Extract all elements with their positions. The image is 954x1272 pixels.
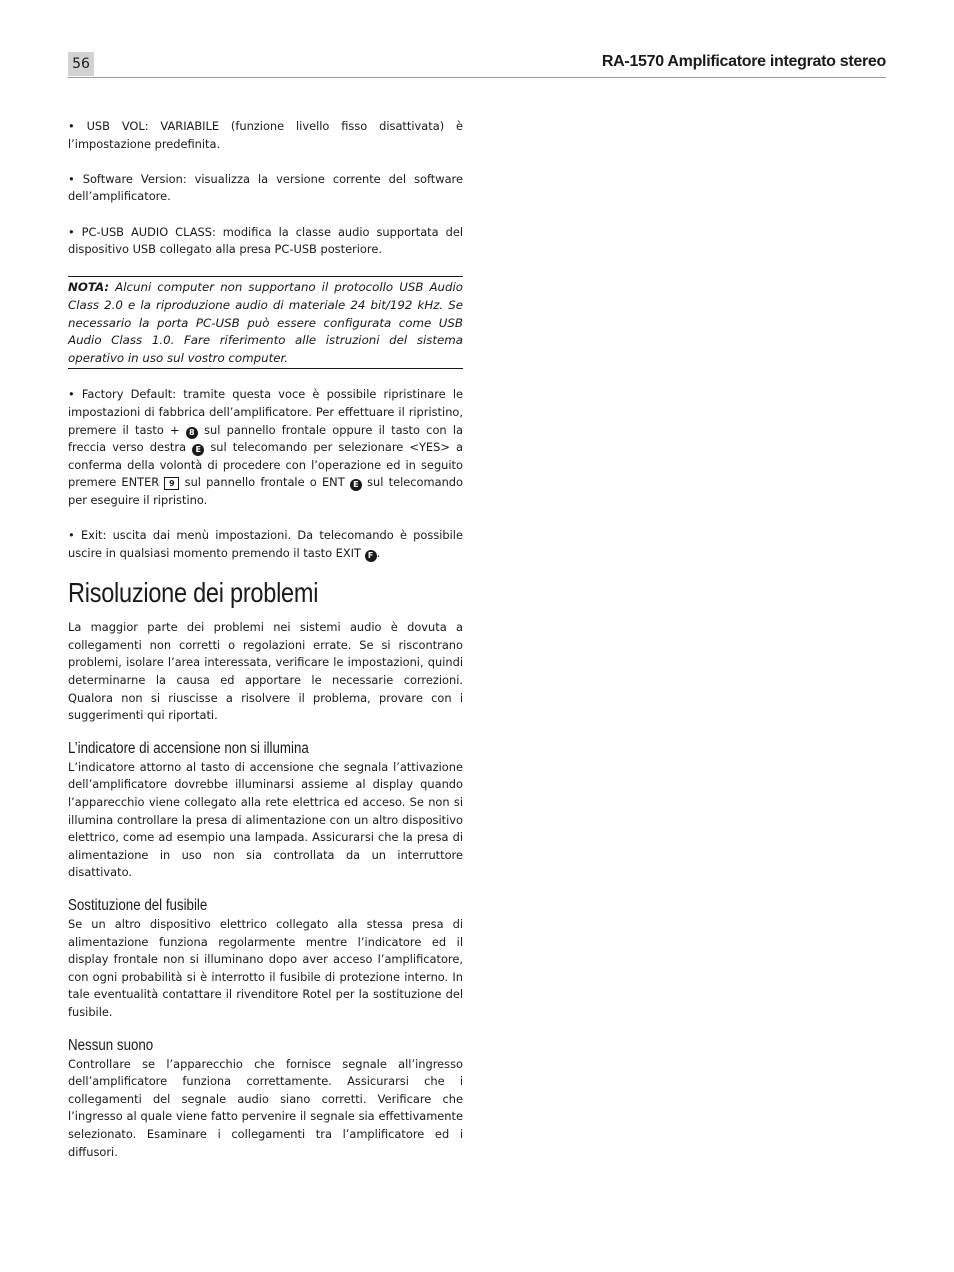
note-text: Alcuni computer non supportano il protocollo USB Audio Class 2.0 e la riproduzione audio di materiale 24 bit/192 kHz. Se necessario la porta PC-USB può essere configurata come USB Audio Class 1.0. Fare riferimento alle istruzioni del sistema operativo in uso sul vostro computer.	[68, 280, 463, 365]
main-column	[68, 118, 463, 1161]
factory-default-item	[68, 386, 463, 509]
key-exit-icon: F	[365, 550, 377, 562]
page-header	[68, 52, 886, 78]
exit-text-1: • Exit: uscita dai menù impostazioni. Da telecomando è possibile uscire in qualsiasi momento premendo il tasto EXIT	[68, 528, 463, 560]
key-ent-icon: E	[350, 479, 362, 491]
subheading-fuse: Sostituzione del fusibile	[68, 896, 208, 914]
fuse-text: Se un altro dispositivo elettrico collegato alla stessa presa di alimentazione funziona regolarmente mentre l’indicatore ed il display frontale non si illuminano dopo aver acceso l’amplificatore, con ogni probabilità si è interrotto il fusibile di protezione interno. In tale eventualità contattare il rivenditore Rotel per la sostituzione del fusibile.	[68, 916, 463, 1019]
troubleshooting-intro: La maggior parte dei problemi nei sistemi audio è dovuta a collegamenti non corretti o regolazioni errate. Se si riscontrano problemi, isolare l’area interessata, verificare le impostazioni, quindi determinarne la causa ed apportare le necessarie correzioni. Qualora non si riuscisse a risolvere il problema, provare con i suggerimenti qui riportati.	[68, 620, 463, 723]
factory-text-1: • Factory Default: tramite questa voce è possibile ripristinare le impostazioni di fabbrica dell’amplificatore. Per effettuare il ripristino, premere il tasto +	[68, 387, 463, 437]
factory-text-4: sul pannello frontale o ENT	[179, 475, 350, 490]
software-version-item: • Software Version: visualizza la versione corrente del software dell’amplificatore.	[68, 171, 463, 204]
key-9-icon: 9	[164, 477, 179, 490]
power-indicator-text: L’indicatore attorno al tasto di accensione che segnala l’attivazione dell’amplificatore dovrebbe illuminarsi assieme al display quando l’apparecchio viene collegato alla rete elettrica ed acceso. Se non si illumina controllare la presa di alimentazione con un altro dispositivo elettrico, come ad esempio una lampada. Assicurarsi che la presa di alimentazione in uso non sia controllata da un interruttore disattivato.	[68, 759, 463, 880]
section-heading: Risoluzione dei problemi	[68, 577, 319, 609]
no-sound-text: Controllare se l’apparecchio che fornisce segnale all’ingresso dell’amplificatore funziona correttamente. Assicurarsi che i collegamenti del segnale audio siano corretti. Verificare che l’ingresso al quale viene fatto pervenire il segnale sia effettivamente selezionato. Esaminare i collegamenti tra l’amplificatore ed i diffusori.	[68, 1056, 463, 1159]
factory-text-5: sul telecomando per eseguire il ripristino.	[68, 475, 463, 507]
usb-vol-item: • USB VOL: VARIABILE (funzione livello fisso disattivata) è l’impostazione predefinita.	[68, 119, 463, 151]
key-8-icon: 8	[186, 427, 198, 439]
pc-usb-item: • PC-USB AUDIO CLASS: modifica la classe audio supportata del dispositivo USB collegato alla presa PC-USB posteriore.	[68, 224, 463, 257]
note-paragraph	[68, 279, 463, 367]
exit-item	[68, 527, 463, 562]
factory-text-3: sul telecomando per selezionare <YES> a conferma della volontà di procedere con l’operazione ed in seguito premere ENTER	[68, 440, 463, 490]
note-label: NOTA:	[68, 280, 110, 295]
subheading-power-indicator: L’indicatore di accensione non si illumina	[68, 739, 309, 757]
note-box	[68, 276, 463, 369]
subheading-no-sound: Nessun suono	[68, 1036, 154, 1054]
page-number: 56	[68, 52, 94, 76]
factory-text-2: sul pannello frontale oppure il tasto con la freccia verso destra	[68, 422, 464, 455]
exit-text-2: .	[376, 545, 381, 560]
document-title: RA-1570 Amplificatore integrato stereo	[601, 53, 886, 70]
key-e-icon: E	[192, 444, 204, 456]
